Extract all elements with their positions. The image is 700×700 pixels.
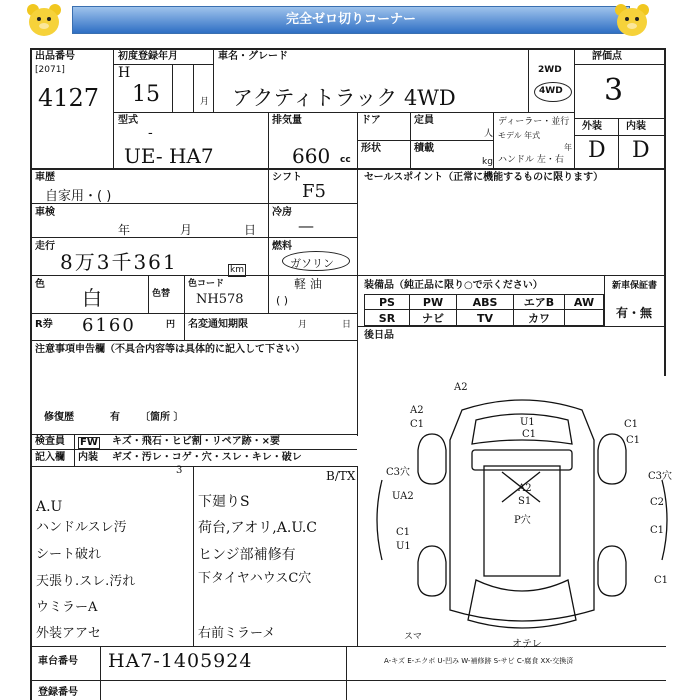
- score-value: 3: [604, 73, 624, 108]
- remark-left-3: シート破れ: [36, 547, 102, 562]
- first-reg-label: 初度登録年月: [118, 51, 178, 62]
- repair-label: 修復歴: [44, 412, 74, 423]
- displacement-unit: cc: [340, 155, 351, 165]
- diagram-mark: C1: [650, 525, 665, 536]
- remark-right-2: 荷台,アオリ,A.U.C: [198, 520, 317, 536]
- record-label: 記入欄: [35, 452, 65, 463]
- score-int: D: [632, 138, 650, 163]
- diagram-mark: C1: [624, 419, 639, 430]
- score-int-label: 内装: [626, 121, 646, 132]
- shape-label: 形状: [361, 143, 381, 154]
- car-name-value: アクティトラック 4WD: [232, 86, 456, 110]
- dealer-label: ディーラー・並行: [498, 117, 570, 127]
- lot-label: 出品番号: [35, 51, 75, 62]
- door-label: ドア: [361, 115, 381, 126]
- diagram-mark: C1: [654, 575, 669, 586]
- equip-abs: ABS: [472, 296, 498, 309]
- recycle-value: 6160: [82, 315, 136, 336]
- reg-number-label: 登録番号: [38, 687, 78, 698]
- diagram-mark: オテレ: [512, 639, 542, 650]
- diagram-mark: C1: [410, 419, 425, 430]
- mileage-unit: km: [230, 265, 244, 275]
- remark-left-4: 天張り.スレ.汚れ: [36, 574, 136, 589]
- fuel-label: 燃料: [272, 241, 292, 252]
- dealer-model-year: モデル 年式: [498, 131, 541, 140]
- displacement-label: 排気量: [272, 115, 302, 126]
- fuel-diesel: 軽 油: [294, 277, 322, 291]
- warranty-value: 有・無: [616, 306, 653, 320]
- diagram-mark: U1: [520, 417, 535, 428]
- inner-label: 内装: [78, 452, 98, 463]
- load-label: 積載: [414, 143, 434, 154]
- repair-value: 有: [110, 412, 120, 423]
- remark-left-5: ウミラーA: [36, 600, 98, 615]
- remark-left-1: A.U: [36, 499, 63, 515]
- diagram-mark: A2: [518, 483, 532, 494]
- remark-left-6: 外装アアセ: [36, 626, 101, 641]
- mascot-bear-icon: [612, 2, 652, 38]
- diagram-mark: C3穴: [386, 467, 411, 478]
- score-label: 評価点: [592, 51, 622, 62]
- name-change-label: 名変通知期限: [188, 319, 248, 330]
- dealer-year-unit: 年: [564, 143, 572, 152]
- header-title: 完全ゼロ切りコーナー: [72, 6, 630, 34]
- equip-pw: PW: [422, 296, 444, 309]
- drive-4wd: 4WD: [539, 86, 563, 96]
- car-name-label: 車名・グレード: [218, 51, 288, 62]
- diagram-mark: S1: [518, 496, 532, 507]
- ac-label: 冷房: [272, 207, 292, 218]
- inspector-hand-x: 3: [176, 465, 183, 476]
- sales-label: セールスポイント（正常に機能するものに限ります）: [364, 172, 604, 183]
- diagram-mark: C1: [522, 429, 537, 440]
- remark-right-4: 下タイヤハウスC穴: [198, 571, 312, 586]
- name-change-month: 月: [298, 320, 308, 330]
- diagram-mark: A2: [454, 382, 468, 393]
- remark-right-3: ヒンジ部補修有: [198, 547, 296, 563]
- color-code-label: 色コード: [188, 279, 225, 289]
- first-reg-era: H: [118, 65, 131, 81]
- chassis-value: HA7-1405924: [108, 650, 253, 672]
- dealer-handle: ハンドル 左・右: [498, 155, 564, 165]
- color-label: 色: [35, 279, 45, 290]
- drive-2wd: 2WD: [538, 65, 562, 75]
- model-dash: -: [148, 125, 153, 141]
- equipment-label: 装備品（純正品に限り○で示ください）: [364, 280, 543, 291]
- recycle-unit: 円: [166, 320, 176, 330]
- diagram-mark: C1: [396, 527, 411, 538]
- diagram-mark: C1: [626, 435, 641, 446]
- usage-value: 自家用・( ): [45, 189, 112, 204]
- recycle-label: R券: [35, 319, 53, 330]
- load-unit: kg: [482, 157, 493, 167]
- equip-navi: ナビ: [422, 312, 444, 325]
- diagram-mark: スマ: [404, 632, 422, 642]
- equip-airbag: エアB: [523, 296, 555, 309]
- mileage-label: 走行: [35, 241, 55, 252]
- inspection-day: 日: [244, 223, 257, 237]
- diagram-mark: U1: [396, 541, 411, 552]
- fw-items: キズ・飛石・ヒビ割・リペア跡・×要: [112, 436, 280, 447]
- name-change-day: 日: [342, 320, 352, 330]
- score-ext: D: [588, 138, 606, 163]
- diagram-mark: C2: [650, 497, 665, 508]
- mascot-bear-icon: [24, 2, 64, 38]
- remark-left-2: ハンドルスレ汚: [36, 520, 127, 535]
- remark-right-1: 下廻りS: [198, 494, 250, 510]
- diagram-mark: P穴: [514, 515, 531, 526]
- inner-items: ギズ・汚レ・コゲ・穴・スレ・キレ・破レ: [112, 452, 302, 463]
- repair-place: 〔箇所 〕: [140, 412, 184, 423]
- ac-value: —: [298, 216, 314, 235]
- warranty-label: 新車保証書: [612, 281, 658, 291]
- inspection-label: 車検: [35, 207, 55, 218]
- diagram-mark: UA2: [392, 491, 414, 502]
- lot-number: 4127: [38, 84, 100, 112]
- model-value: UE- HA7: [124, 144, 214, 168]
- color-value: 白: [82, 286, 102, 310]
- equip-sr: SR: [378, 312, 396, 325]
- first-reg-month-unit: 月: [200, 97, 210, 107]
- inspection-year: 年: [118, 223, 131, 237]
- first-reg-year: 15: [132, 82, 160, 107]
- remark-right-6: 右前ミラーメ: [198, 626, 276, 641]
- diagram-mark: C3穴: [648, 471, 673, 482]
- fw-label: FW: [80, 437, 98, 448]
- fuel-gasoline: ガソリン: [290, 257, 334, 270]
- after-items-label: 後日品: [364, 330, 394, 341]
- notes-label: 注意事項申告欄（不具合内容等は具体的に記入して下さい）: [35, 344, 305, 355]
- damage-legend: A-キズ E-エクボ U-凹み W-補修跡 S-サビ C-腐食 XX-交換済: [384, 657, 574, 665]
- equip-ps: PS: [379, 296, 395, 309]
- shift-value: F5: [302, 181, 326, 202]
- equip-tv: TV: [476, 312, 494, 325]
- displacement-value: 660: [292, 144, 331, 168]
- equip-leather: カワ: [528, 312, 550, 325]
- color-code: NH578: [196, 292, 244, 307]
- capacity-label: 定員: [414, 115, 434, 126]
- fuel-other: ( ): [276, 294, 289, 307]
- model-label: 型式: [118, 115, 138, 126]
- capacity-unit: 人: [484, 129, 494, 139]
- score-ext-label: 外装: [582, 121, 602, 132]
- diagram-mark: A2: [410, 405, 424, 416]
- lot-sub: [2071]: [35, 65, 65, 75]
- inspector-hand-y: B/TX: [326, 469, 356, 483]
- chassis-label: 車台番号: [38, 656, 78, 667]
- equip-aw: AW: [573, 296, 595, 309]
- shift-label: シフト: [272, 172, 302, 183]
- color-change-label: 色替: [152, 289, 171, 299]
- usage-label: 車歴: [35, 172, 55, 183]
- inspection-month: 月: [180, 223, 193, 237]
- inspector-label: 検査員: [35, 436, 65, 447]
- mileage-value: 8万3千361: [60, 250, 178, 274]
